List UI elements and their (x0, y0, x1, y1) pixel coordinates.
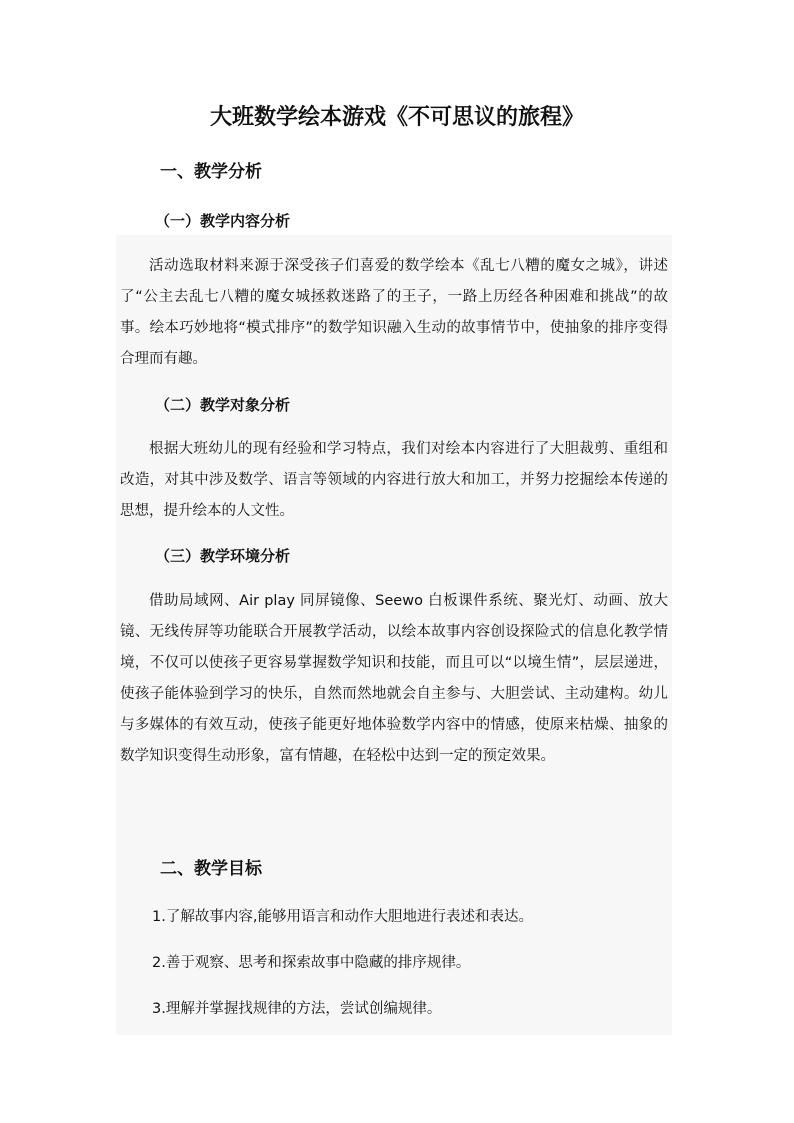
objective-item: 2.善于观察、思考和探索故事中隐藏的排序规律。 (152, 955, 471, 971)
section-heading-objectives: 二、教学目标 (160, 859, 262, 879)
paragraph-content-analysis: 活动选取材料来源于深受孩子们喜爱的数学绘本《乱七八糟的魔女之城》，讲述了“公主去乱七八糟的魔女城拯救迷路了的王子，一路上历经各种困难和挑战”的故事。绘本巧妙地将“模式排序”的数学知识融入生动的故事情节中，使抽象的排序变得合理而有趣。 (120, 258, 668, 367)
paragraph-environment-analysis: 借助局域网、Air play 同屏镜像、Seewo 白板课件系统、聚光灯、动画、放大镜、无线传屏等功能联合开展教学活动，以绘本故事内容创设探险式的信息化教学情境，不仅可以使孩子更容易掌握数学知识和技能，而且可以“以境生情”，层层递进，使孩子能体验到学习的快乐，自然而然地就会自主参与、大胆尝试、主动建构。幼儿与多媒体的有效互动，使孩子能更好地体验数学内容中的情感，使原来枯燥、抽象的数学知识变得生动形象，富有情趣，在轻松中达到一定的预定效果。 (120, 593, 668, 764)
subheading-environment-analysis: （三）教学环境分析 (155, 547, 291, 565)
objective-item: 1.了解故事内容,能够用语言和动作大胆地进行表述和表达。 (152, 909, 533, 925)
paragraph-audience-analysis: 根据大班幼儿的现有经验和学习特点，我们对绘本内容进行了大胆裁剪、重组和改造，对其中涉及数学、语言等领域的内容进行放大和加工，并努力挖掘绘本传递的思想，提升绘本的人文性。 (120, 441, 668, 519)
section-heading-analysis: 一、教学分析 (160, 162, 262, 182)
subheading-audience-analysis: （二）教学对象分析 (155, 396, 291, 414)
document-title: 大班数学绘本游戏《不可思议的旅程》 (209, 104, 584, 130)
subheading-content-analysis: （一）教学内容分析 (155, 212, 291, 230)
objective-item: 3.理解并掌握找规律的方法，尝试创编规律。 (152, 1001, 442, 1017)
